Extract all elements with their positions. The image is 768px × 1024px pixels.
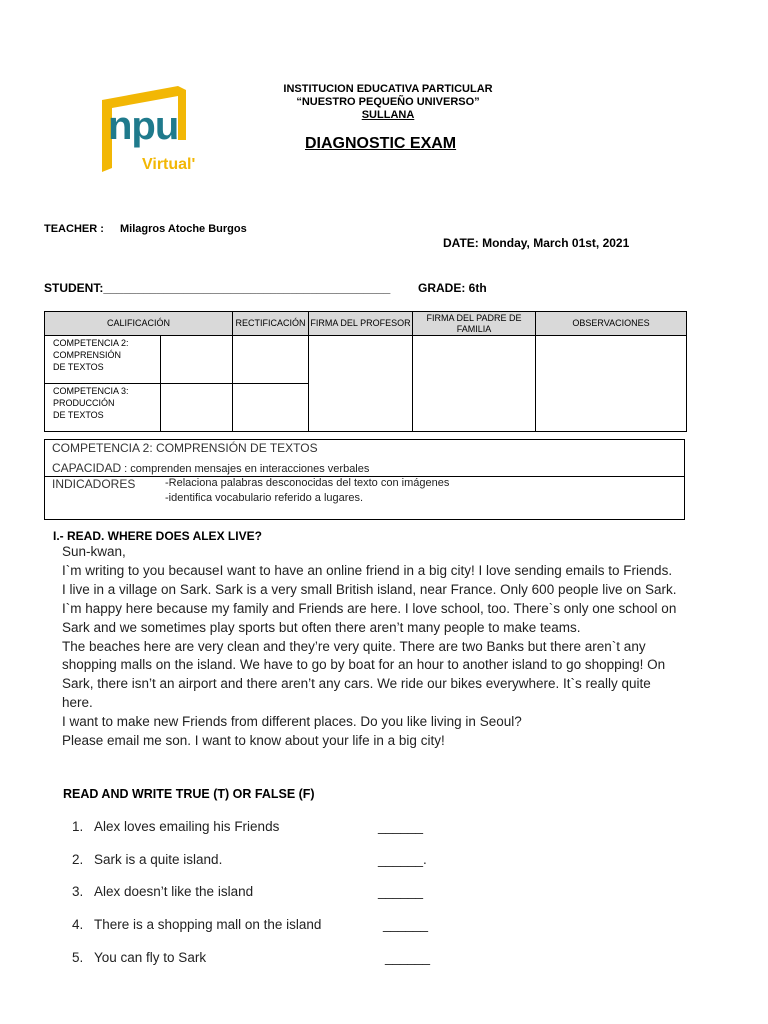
indicadores-label: INDICADORES [52,477,136,491]
grade-cell[interactable] [161,384,233,432]
list-item: 3. Alex doesn’t like the island [72,884,254,899]
header-calificacion: CALIFICACIÓN [45,312,233,336]
header-rectificacion: RECTIFICACIÓN [233,312,309,336]
reading-letter [62,543,712,751]
letter-line: The beaches here are very clean and they’re very quite. There are two Banks but there aren`t any [62,638,646,654]
table-row [45,336,687,384]
indicador-1: -Relaciona palabras desconocidas del texto con imágenes [165,477,450,489]
exam-date: DATE: Monday, March 01st, 2021 [443,236,630,250]
header-firma-padre: FIRMA DEL PADRE DE FAMILIA [413,312,536,336]
school-motto: “NUESTRO PEQUEÑO UNIVERSO” [296,96,480,108]
rectification-cell[interactable] [233,336,309,384]
grade-cell[interactable] [161,336,233,384]
parent-signature-cell[interactable] [413,336,536,432]
letter-line: I want to make new Friends from different places. Do you like living in Seoul? [62,714,522,730]
list-item: 4. There is a shopping mall on the island [72,917,322,932]
teacher-label: TEACHER : [44,223,104,235]
capacidad-label: CAPACIDAD [52,461,122,475]
letter-line: Sark and we sometimes play sports but often there aren’t many people to make teams. [62,619,581,635]
true-false-title: READ AND WRITE TRUE (T) OR FALSE (F) [63,787,315,801]
logo-subtitle: Virtual [142,156,192,173]
answer-blank[interactable]: ______ [378,819,424,834]
letter-line: here. [62,695,93,711]
letter-line: Sark, there isn’t an airport and there aren’t any cars. We ride our bikes everywhere. It`s really quite [62,676,651,692]
letter-line: I`m happy here because my family and Friends are here. I love school, too. There`s only one school on [62,600,677,616]
letter-line: Please email me son. I want to know about your life in a big city! [62,733,445,749]
rectification-cell[interactable] [233,384,309,432]
answer-blank[interactable]: ______ [378,884,424,899]
capacidad-text: : comprenden mensajes en interacciones verbales [121,463,370,475]
competencia-title: COMPETENCIA 2: COMPRENSIÓN DE TEXTOS [52,441,318,455]
school-logo: npu Virtual' [98,82,208,182]
answer-blank[interactable]: ______. [378,852,427,867]
grades-table [44,311,687,432]
answer-blank[interactable]: ______ [385,950,431,965]
list-item: 5. You can fly to Sark [72,950,207,965]
competencia-box [44,439,685,520]
grade-label: GRADE: 6th [418,281,487,295]
header-firma-profesor: FIRMA DEL PROFESOR [309,312,413,336]
teacher-name: Milagros Atoche Burgos [120,223,247,235]
exam-title: DIAGNOSTIC EXAM [305,135,457,152]
answer-blank[interactable]: ______ [383,917,429,932]
letter-line: I live in a village on Sark. Sark is a very small British island, near France. Only 600 people live on Sark. [62,581,677,597]
observations-cell[interactable] [536,336,687,432]
competencia-2-cell: COMPETENCIA 2: COMPRENSIÓN DE TEXTOS [45,336,161,384]
header-observaciones: OBSERVACIONES [536,312,687,336]
student-field[interactable]: STUDENT:___________________________________________ [44,281,391,295]
letter-line: shopping malls on the island. We have to go by boat for an hour to another island to go shopping! On [62,657,666,673]
reading-heading: I.- READ. WHERE DOES ALEX LIVE? [53,529,262,543]
list-item: 2. Sark is a quite island. [72,852,223,867]
logo-letters: npu [108,104,179,148]
school-city: SULLANA [361,109,415,121]
competencia-3-cell: COMPETENCIA 3: PRODUCCIÓN DE TEXTOS [45,384,161,432]
list-item: 1. Alex loves emailing his Friends [72,819,280,834]
letter-line: Sun-kwan, [62,544,126,559]
school-name: INSTITUCION EDUCATIVA PARTICULAR [283,83,493,95]
teacher-signature-cell[interactable] [309,336,413,432]
indicador-2: -identifica vocabulario referido a lugares. [165,492,364,504]
letter-line: I`m writing to you becauseI want to have an online friend in a big city! I love sending emails to Friends. [62,562,673,578]
